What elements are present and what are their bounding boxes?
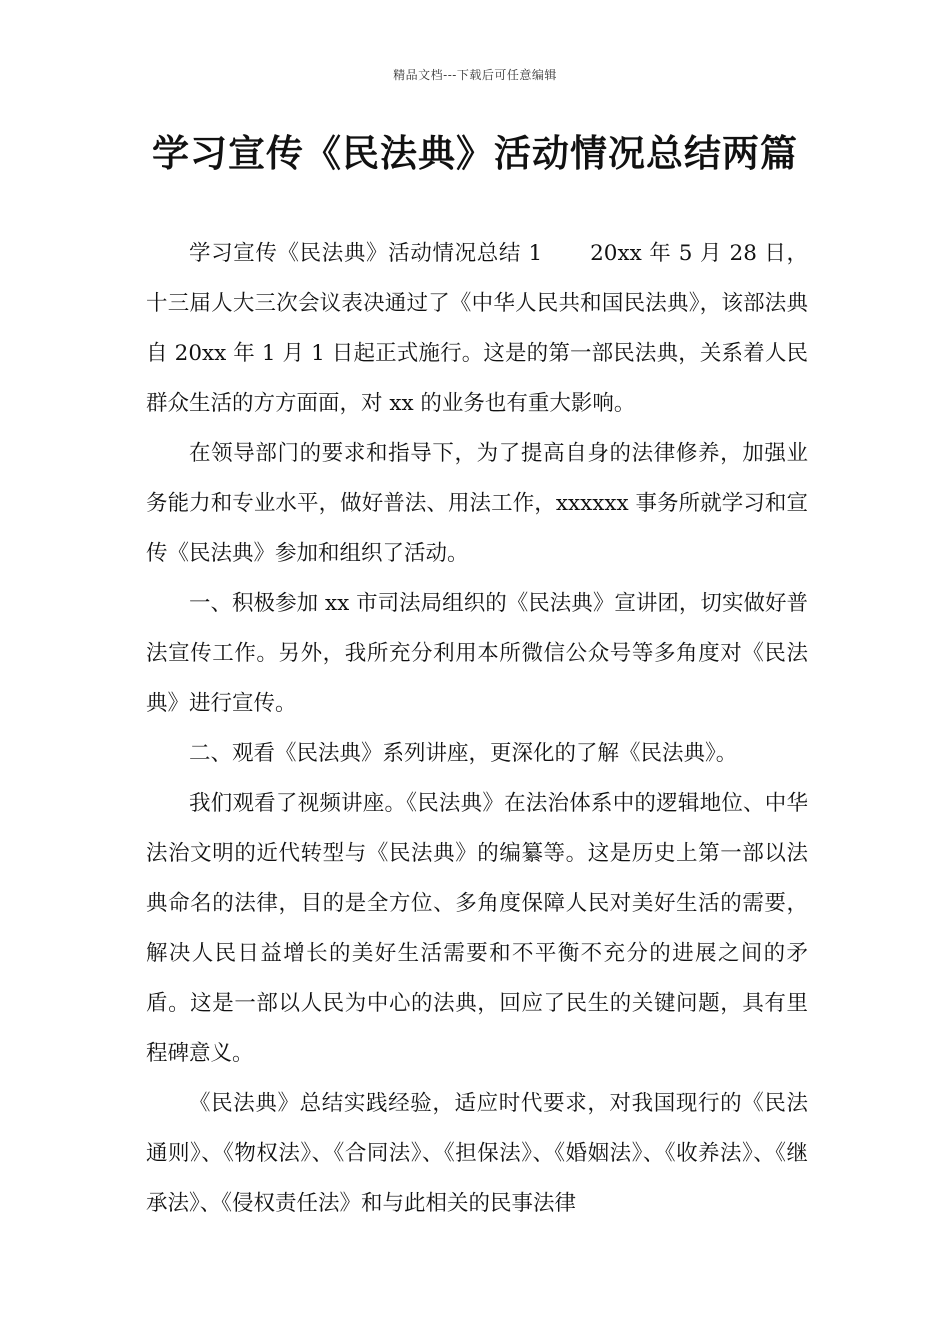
- header-note: 精品文档---下载后可任意编辑: [393, 68, 557, 82]
- paragraph-3: 一、积极参加 xx 市司法局组织的《民法典》宣讲团，切实做好普法宣传工作。另外，我所充分利用本所微信公众号等多角度对《民法典》进行宣传。: [146, 591, 808, 716]
- paragraph-1: [146, 229, 808, 429]
- document-body: [146, 229, 808, 1229]
- paragraph-4: 二、观看《民法典》系列讲座，更深化的了解《民法典》。: [189, 741, 738, 766]
- paragraph-2: 在领导部门的要求和指导下，为了提高自身的法律修养，加强业务能力和专业水平，做好普法、用法工作，xxxxxx 事务所就学习和宣传《民法典》参加和组织了活动。: [146, 441, 808, 566]
- paragraph-6: 《民法典》总结实践经验，适应时代要求，对我国现行的《民法通则》、《物权法》、《合同法》、《担保法》、《婚姻法》、《收养法》、《继承法》、《侵权责任法》和与此相关的民事法律: [146, 1091, 808, 1216]
- document-title: 学习宣传《民法典》活动情况总结两篇: [152, 132, 798, 175]
- section-heading: 学习宣传《民法典》活动情况总结 1: [189, 241, 543, 266]
- paragraph-5: 我们观看了视频讲座。《民法典》在法治体系中的逻辑地位、中华法治文明的近代转型与《民法典》的编纂等。这是历史上第一部以法典命名的法律，目的是全方位、多角度保障人民对美好生活的需要，解决人民日益增长的美好生活需要和不平衡不充分的进展之间的矛盾。这是一部以人民为中心的法典，回应了民生的关键问题，具有里程碑意义。: [146, 791, 808, 1066]
- paragraph-text: 20xx 年 5 月 28 日，十三届人大三次会议表决通过了《中华人民共和国民法典》，该部法典自 20xx 年 1 月 1 日起正式施行。这是的第一部民法典，关系着人民群众生活的方方面面，对 xx 的业务也有重大影响。: [146, 241, 808, 416]
